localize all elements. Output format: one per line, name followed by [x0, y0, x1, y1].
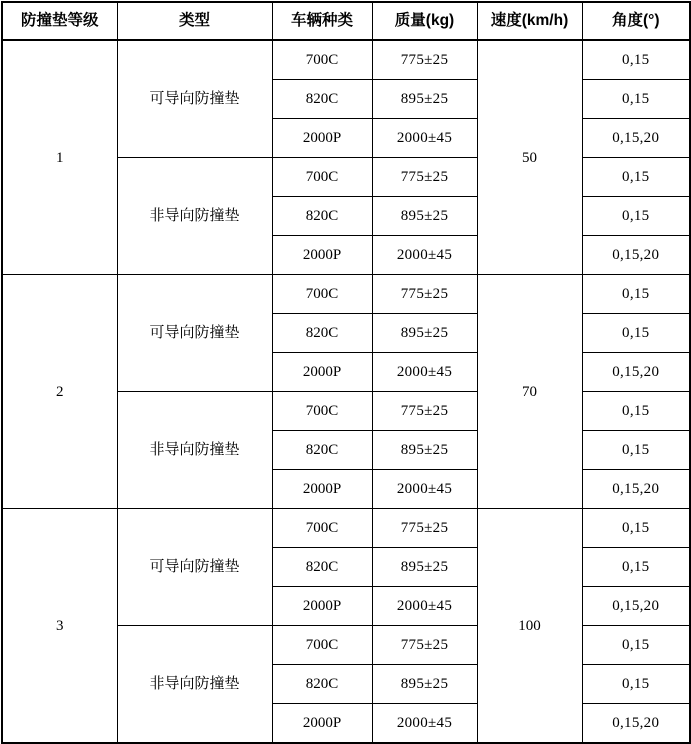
- cell-mass: 775±25: [372, 509, 477, 548]
- cell-type: 可导向防撞垫: [117, 275, 272, 392]
- cell-mass: 895±25: [372, 314, 477, 353]
- cell-vehicle: 2000P: [272, 119, 372, 158]
- cell-angle: 0,15,20: [582, 470, 690, 509]
- cell-vehicle: 700C: [272, 40, 372, 80]
- cell-vehicle: 2000P: [272, 470, 372, 509]
- table-row: [2, 40, 690, 80]
- cell-angle: 0,15: [582, 431, 690, 470]
- cell-mass: 775±25: [372, 392, 477, 431]
- cell-vehicle: 2000P: [272, 587, 372, 626]
- cell-type: 可导向防撞垫: [117, 509, 272, 626]
- cell-vehicle: 2000P: [272, 704, 372, 744]
- cell-mass: 2000±45: [372, 119, 477, 158]
- cell-type: 非导向防撞垫: [117, 392, 272, 509]
- cell-mass: 2000±45: [372, 704, 477, 744]
- cell-grade: 2: [2, 275, 117, 509]
- cell-angle: 0,15,20: [582, 353, 690, 392]
- cell-angle: 0,15,20: [582, 587, 690, 626]
- cell-vehicle: 820C: [272, 665, 372, 704]
- cell-angle: 0,15: [582, 665, 690, 704]
- table-row: [2, 509, 690, 548]
- cell-vehicle: 700C: [272, 392, 372, 431]
- cell-grade: 3: [2, 509, 117, 744]
- cell-mass: 895±25: [372, 197, 477, 236]
- cell-speed: 50: [477, 40, 582, 275]
- cell-angle: 0,15,20: [582, 119, 690, 158]
- table-header: [2, 2, 690, 40]
- cell-speed: 100: [477, 509, 582, 744]
- table-row: [2, 275, 690, 314]
- cell-angle: 0,15: [582, 626, 690, 665]
- cell-angle: 0,15: [582, 314, 690, 353]
- cell-mass: 775±25: [372, 40, 477, 80]
- cell-angle: 0,15: [582, 197, 690, 236]
- header-type: 类型: [117, 2, 272, 40]
- cell-vehicle: 700C: [272, 158, 372, 197]
- cell-angle: 0,15: [582, 509, 690, 548]
- header-grade: 防撞垫等级: [2, 2, 117, 40]
- cell-vehicle: 820C: [272, 80, 372, 119]
- cell-angle: 0,15: [582, 80, 690, 119]
- cell-mass: 895±25: [372, 80, 477, 119]
- cell-mass: 775±25: [372, 626, 477, 665]
- cell-vehicle: 820C: [272, 431, 372, 470]
- cell-vehicle: 700C: [272, 626, 372, 665]
- cell-angle: 0,15: [582, 40, 690, 80]
- cell-angle: 0,15: [582, 158, 690, 197]
- header-vehicle: 车辆种类: [272, 2, 372, 40]
- header-speed: 速度(km/h): [477, 2, 582, 40]
- cell-mass: 2000±45: [372, 587, 477, 626]
- cell-vehicle: 2000P: [272, 236, 372, 275]
- cell-mass: 2000±45: [372, 353, 477, 392]
- header-mass: 质量(kg): [372, 2, 477, 40]
- cell-vehicle: 820C: [272, 548, 372, 587]
- cell-type: 非导向防撞垫: [117, 158, 272, 275]
- cell-angle: 0,15: [582, 392, 690, 431]
- cell-angle: 0,15,20: [582, 704, 690, 744]
- table-header-row: [2, 2, 690, 40]
- cell-vehicle: 700C: [272, 509, 372, 548]
- cell-angle: 0,15: [582, 548, 690, 587]
- cell-angle: 0,15: [582, 275, 690, 314]
- cell-vehicle: 820C: [272, 197, 372, 236]
- cell-speed: 70: [477, 275, 582, 509]
- cell-vehicle: 2000P: [272, 353, 372, 392]
- cell-mass: 895±25: [372, 431, 477, 470]
- cell-angle: 0,15,20: [582, 236, 690, 275]
- cell-mass: 895±25: [372, 548, 477, 587]
- cell-type: 可导向防撞垫: [117, 40, 272, 158]
- cell-mass: 775±25: [372, 275, 477, 314]
- header-angle: 角度(°): [582, 2, 690, 40]
- cell-mass: 2000±45: [372, 470, 477, 509]
- cell-mass: 775±25: [372, 158, 477, 197]
- cell-mass: 895±25: [372, 665, 477, 704]
- cell-mass: 2000±45: [372, 236, 477, 275]
- cell-vehicle: 820C: [272, 314, 372, 353]
- cell-grade: 1: [2, 40, 117, 275]
- table-body: [2, 40, 690, 743]
- crash-cushion-spec-table: [1, 1, 691, 744]
- cell-type: 非导向防撞垫: [117, 626, 272, 744]
- cell-vehicle: 700C: [272, 275, 372, 314]
